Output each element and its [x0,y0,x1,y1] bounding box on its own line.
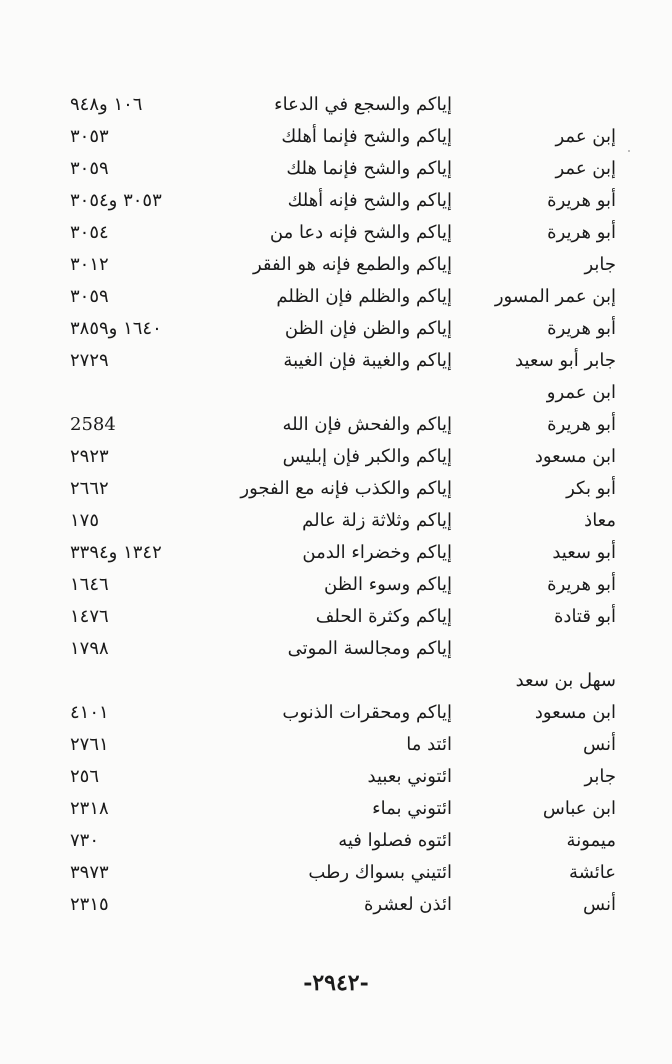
hadith-cell: ائتوه فصلوا فيه [338,830,452,851]
table-row [0,122,672,152]
narrator-cell: أبو هريرة [547,190,616,211]
table-row [0,858,672,888]
reference-number-cell: ٣٠٥٤ [70,222,109,243]
narrator-cell: ابن عمرو [546,382,616,403]
reference-number-cell: ٣٠٥٣ [70,126,109,147]
reference-number-cell: ١٧٥ [70,510,100,531]
reference-number-cell: ١٣٤٢ و٣٣٩٤ [70,542,162,563]
reference-number-cell: ٣٩٧٣ [70,862,109,883]
narrator-cell: أبو قتادة [554,606,616,627]
hadith-cell: إياكم ومجالسة الموتى [287,638,452,659]
table-row [0,282,672,312]
reference-number-cell: ١٦٤٦ [70,574,109,595]
hadith-cell: إياكم والظلم فإن الظلم [276,286,452,307]
narrator-cell: أبو هريرة [547,414,616,435]
hadith-cell: ائتد ما [406,734,452,755]
hadith-cell: إياكم ومحقرات الذنوب [282,702,452,723]
reference-number-cell: ٢٧٦١ [70,734,109,755]
narrator-cell: جابر [584,254,616,275]
reference-number-cell: ٢٧٢٩ [70,350,109,371]
narrator-cell: أبو سعيد [552,542,616,563]
table-row [0,474,672,504]
table-row [0,410,672,440]
reference-number-cell: ٢٥٦ [70,766,100,787]
table-row [0,186,672,216]
table-row [0,570,672,600]
table-row [0,90,672,120]
table-row [0,730,672,760]
table-row [0,218,672,248]
hadith-cell: إياكم وثلاثة زلة عالم [302,510,452,531]
narrator-cell: جابر [584,766,616,787]
hadith-cell: ائتيني بسواك رطب [308,862,452,883]
reference-number-cell: ٢٩٢٣ [70,446,109,467]
reference-number-cell: ٢٦٦٢ [70,478,109,499]
reference-number-cell: ٣٠٥٣ و٣٠٥٤ [70,190,162,211]
table-row [0,698,672,728]
hadith-cell: إياكم والشح فإنما هلك [286,158,452,179]
table-row [0,250,672,280]
narrator-cell: جابر أبو سعيد [515,350,616,371]
reference-number-cell: ٤١٠١ [70,702,109,723]
table-row [0,506,672,536]
hadith-cell: إياكم والفحش فإن الله [282,414,452,435]
hadith-cell: إياكم وكثرة الحلف [315,606,452,627]
table-row [0,666,672,696]
table-row [0,314,672,344]
table-row [0,378,672,408]
reference-number-cell: ١٠٦ و٩٤٨ [70,94,143,115]
narrator-cell: أنس [583,734,616,755]
table-row [0,890,672,920]
table-row [0,442,672,472]
hadith-cell: إياكم وسوء الظن [324,574,452,595]
narrator-cell: أبو هريرة [547,574,616,595]
hadith-cell: إياكم والشح فإنما أهلك [281,126,452,147]
table-row [0,154,672,184]
reference-number-cell: ٢٣١٥ [70,894,109,915]
hadith-cell: إياكم والكذب فإنه مع الفجور [240,478,452,499]
hadith-cell: ائتوني بماء [372,798,452,819]
narrator-cell: ابن مسعود [534,702,616,723]
reference-number-cell: ٣٠١٢ [70,254,109,275]
reference-number-cell: ١٧٩٨ [70,638,109,659]
narrator-cell: أبو بكر [566,478,616,499]
hadith-cell: إياكم والشح فإنه دعا من [269,222,452,243]
narrator-cell: إبن عمر المسور [494,286,616,307]
narrator-cell: ابن عباس [542,798,616,819]
narrator-cell: إبن عمر [555,158,616,179]
page-number: -٢٩٤٢- [303,970,369,996]
hadith-cell: إياكم وخضراء الدمن [302,542,452,563]
hadith-cell: إياكم والغيبة فإن الغيبة [283,350,452,371]
hadith-cell: ائتوني بعبيد [367,766,452,787]
reference-number-cell: ٧٣٠ [70,830,100,851]
narrator-cell: إبن عمر [555,126,616,147]
reference-number-cell: ١٦٤٠ و٣٨٥٩ [70,318,162,339]
hadith-cell: إياكم والكبر فإن إبليس [282,446,452,467]
narrator-cell: أبو هريرة [547,222,616,243]
reference-number-cell: 2584 [70,414,116,435]
table-row [0,602,672,632]
table-row [0,538,672,568]
table-row [0,826,672,856]
hadith-cell: إياكم والطمع فإنه هو الفقر [252,254,452,275]
hadith-cell: إياكم والشح فإنه أهلك [287,190,452,211]
hadith-cell: إياكم والسجع في الدعاء [274,94,452,115]
narrator-cell: معاذ [584,510,616,531]
table-row [0,346,672,376]
reference-number-cell: ٣٠٥٩ [70,158,109,179]
narrator-cell: أبو هريرة [547,318,616,339]
reference-number-cell: ١٤٧٦ [70,606,109,627]
table-row [0,794,672,824]
narrator-cell: ابن مسعود [534,446,616,467]
narrator-cell: أنس [583,894,616,915]
narrator-cell: عائشة [569,862,616,883]
narrator-cell: سهل بن سعد [515,670,616,691]
table-row [0,762,672,792]
hadith-cell: إياكم والظن فإن الظن [284,318,452,339]
reference-number-cell: ٣٠٥٩ [70,286,109,307]
table-row [0,634,672,664]
reference-number-cell: ٢٣١٨ [70,798,109,819]
hadith-cell: ائذن لعشرة [364,894,452,915]
narrator-cell: ميمونة [566,830,616,851]
